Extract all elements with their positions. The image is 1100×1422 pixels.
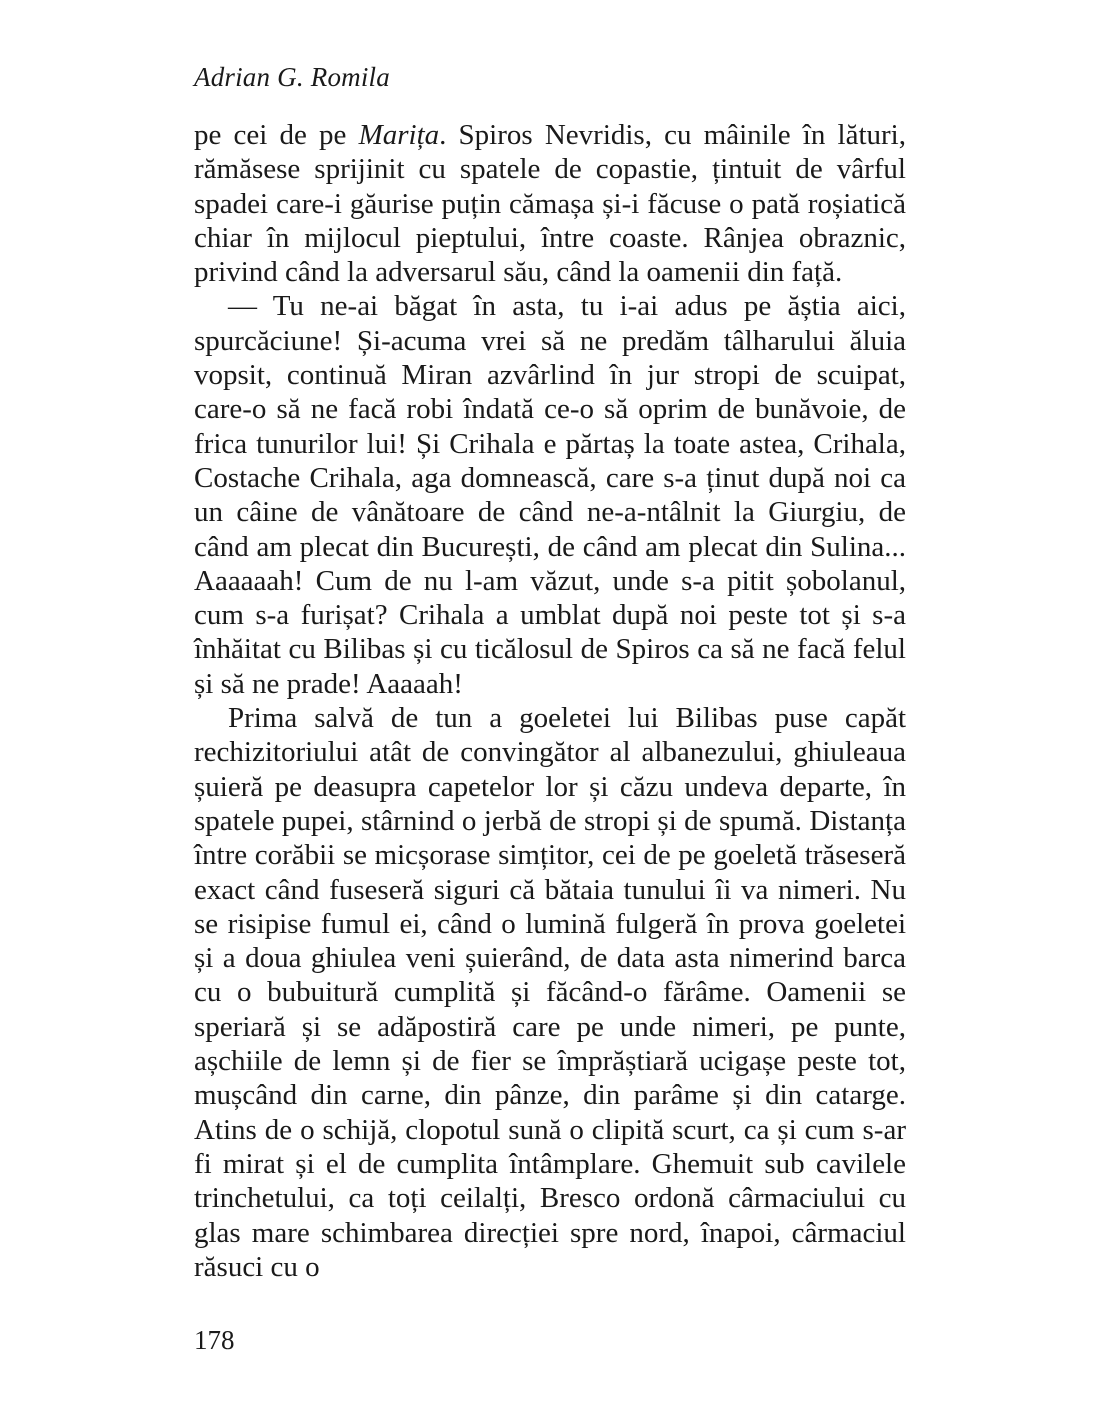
paragraph-1-lead: pe cei de pe xyxy=(194,119,359,151)
paragraph-2: — Tu ne-ai băgat în asta, tu i-ai adus pe ăștia aici, spurcăciune! Și-acuma vrei să ne predăm tâlharului ăluia vopsit, continuă Miran azvârlind în jur stropi de scuipat, care-o să ne facă robi îndată ce-o să oprim de bunăvoie, de frica tunurilor lui! Și Crihala e părtaș la toate astea, Crihala, Costache Crihala, aga domnească, care s-a ținut după noi ca un câine de vânătoare de când ne-a-ntâlnit la Giurgiu, de când am plecat din București, de când am plecat din Sulina... Aaaaaah! Cum de nu l-am văzut, unde s-a pitit șobolanul, cum s-a furișat? Crihala a umblat după noi peste tot și s-a înhăitat cu Bilibas și cu ticălosul de Spiros ca să ne facă felul și să ne prade! Aaaaah! xyxy=(194,290,906,700)
paragraph-3: Prima salvă de tun a goeletei lui Bilibas puse capăt rechizitoriului atât de convingător al albanezului, ghiuleaua șuieră pe deasupra capetelor lor și căzu undeva departe, în spatele pupei, stârnind o jerbă de stropi și de spumă. Distanța între corăbii se micșorase simțitor, cei de pe goeletă trăseseră exact când fuseseră siguri că bătaia tunului îi va nimeri. Nu se risipise fumul ei, când o lumină fulgeră în prova goeletei și a doua ghiulea veni șuierând, de data asta nimerind barca cu o bubuitură cumplită și făcând-o fărâme. Oamenii se speriară și se adăpostiră care pe unde nimeri, pe punte, așchiile de lemn și de fier se împrăștiară ucigașe peste tot, mușcând din carne, din pânze, din parâme și din catarge. Atins de o schijă, clopotul sună o clipită scurt, ca și cum s-ar fi mirat și el de cumplita întâmplare. Ghemuit sub cavilele trinchetului, ca toți ceilalți, Bresco ordonă cârmaciului cu glas mare schimbarea direcției spre nord, înapoi, cârmaciul răsuci cu o xyxy=(194,702,906,1283)
body-text xyxy=(194,118,906,1284)
paragraph-1 xyxy=(194,118,906,289)
paragraph-1-rest: . Spiros Nevridis, cu mâinile în lături, rămăsese sprijinit cu spatele de copastie, țintuit de vârful spadei care-i găurise puțin cămașa și-i făcuse o pată roșiatică chiar în mijlocul pieptului, între coaste. Rânjea obraznic, privind când la adversarul său, când la oamenii din față. xyxy=(194,119,906,289)
page-number: 178 xyxy=(194,1325,235,1355)
ship-name: Marița xyxy=(358,119,440,151)
running-header: Adrian G. Romila xyxy=(194,62,390,92)
